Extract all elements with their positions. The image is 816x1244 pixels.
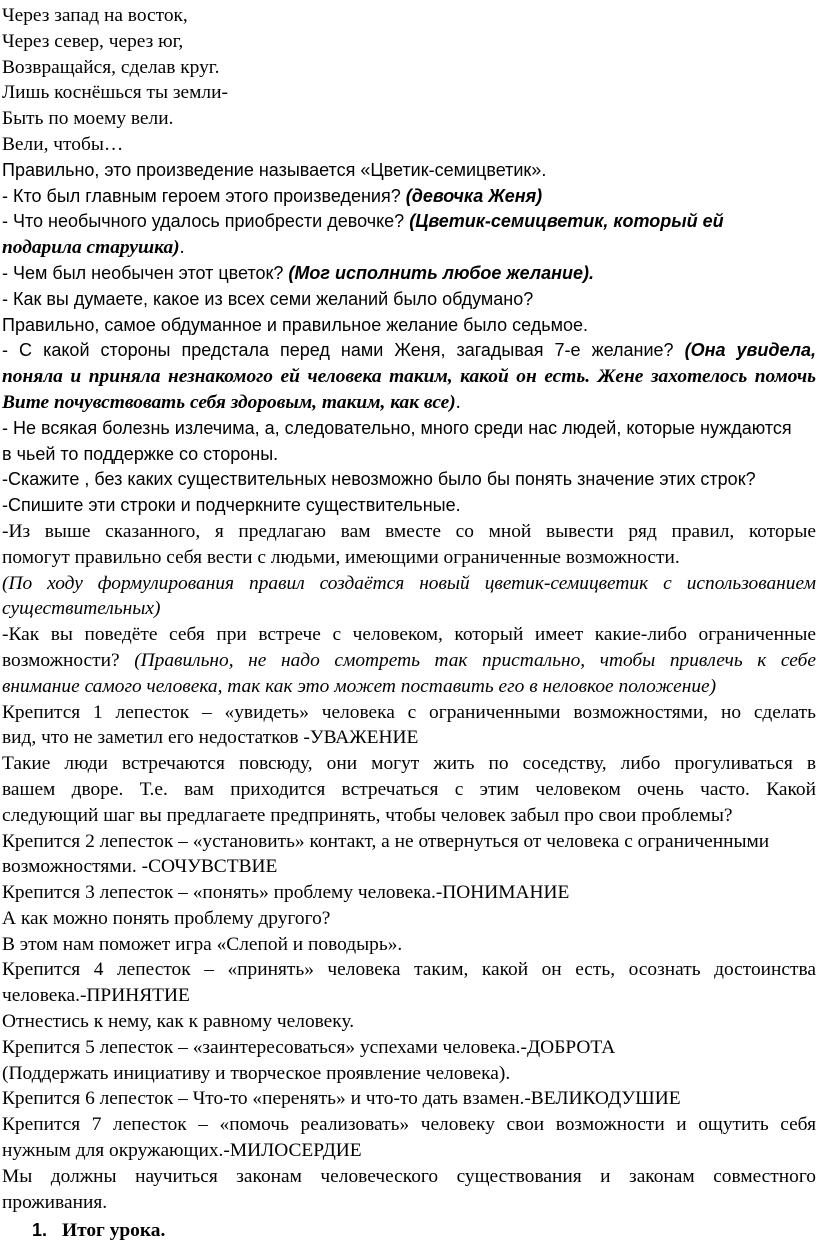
answer-continuation (2, 235, 816, 261)
paragraph-laws: проживания. (2, 1191, 108, 1213)
petal-1: Крепится 1 лепесток – «увидеть» человека с ограниченными возможностями, но сделать (2, 701, 816, 723)
poem-line: Через запад на восток, (2, 5, 188, 26)
answer-continuation (2, 390, 816, 416)
poem-line: Возвращайся, сделав круг. (2, 56, 220, 78)
poem-line: Через север, через юг, (2, 30, 184, 52)
question-text: - Кто был главным героем этого произведения? (2, 185, 401, 206)
answer-text: (Цветик-семицветик, который ей (409, 211, 724, 232)
petal-7: нужным для окружающих.-МИЛОСЕРДИЕ (2, 1140, 362, 1162)
paragraph-illness: в чьей то поддержке со стороны. (2, 443, 279, 464)
paragraph-meet: вашем дворе. Т.е. вам приходится встречаться с этим человеком очень часто. Какой (2, 778, 816, 800)
paragraph-rules: помогут правильно себя вести с людьми, имеющими ограниченные возможности. (2, 546, 680, 568)
lesson-summary-heading (2, 1218, 816, 1244)
paragraph-rules: -Из выше сказанного, я предлагаю вам вместе со мной вывести ряд правил, которые (2, 520, 816, 542)
poem-line: Лишь коснёшься ты земли- (2, 82, 228, 104)
question-text: - С какой стороны предстала перед нами Женя, загадывая 7-е желание? (2, 340, 674, 361)
paragraph-support: (Поддержать инициативу и творческое проявление человека). (2, 1062, 511, 1084)
petal-5: Крепится 5 лепесток – «заинтересоваться» успехами человека.-ДОБРОТА (2, 1036, 616, 1058)
paragraph-equal: Отнестись к нему, как к равному человеку. (2, 1011, 355, 1033)
summary-title: Итог урока. (62, 1220, 166, 1242)
answer-text: (Она увидела, (684, 340, 816, 361)
poem-line: Вели, чтобы… (2, 133, 124, 155)
petal-3: Крепится 3 лепесток – «понять» проблему человека.-ПОНИМАНИЕ (2, 882, 570, 904)
list-number: 1. (32, 1220, 48, 1241)
paragraph-meet: Такие люди встречаются повсюду, они могут жить по соседству, либо прогуливаться в (2, 753, 816, 775)
question-understand: А как можно понять проблему другого? (2, 907, 331, 929)
poem-line: Быть по моему вели. (2, 108, 174, 130)
question-behaviour: -Как вы поведёте себя при встрече с человеком, который имеет какие-либо ограниченные (2, 624, 816, 646)
paragraph-meet: следующий шаг вы предлагаете предпринять, чтобы человек забыл про свои проблемы? (2, 804, 733, 826)
question-text: - Что необычного удалось приобрести девочке? (2, 211, 405, 232)
answer-text: подарила старушка) (2, 237, 180, 259)
petal-4: Крепится 4 лепесток – «принять» человека таким, какой он есть, осознать достоинства (2, 959, 816, 981)
answer-text: поняла и приняла незнакомого ей человека таким, какой он есть. Жене захотелось помочь (2, 366, 816, 388)
punctuation: . (455, 391, 461, 413)
petal-4: человека.-ПРИНЯТИЕ (2, 985, 190, 1007)
question-flower (2, 261, 816, 287)
paragraph-game: В этом нам поможет игра «Слепой и поводырь». (2, 933, 403, 955)
paragraph-laws: Мы должны научиться законам человеческого существования и законам совместного (2, 1165, 816, 1187)
petal-6: Крепится 6 лепесток – Что-то «перенять» и что-то дать взамен.-ВЕЛИКОДУШИЕ (2, 1088, 681, 1110)
question-text: - Чем был необычен этот цветок? (2, 262, 284, 283)
paragraph-title: Правильно, это произведение называется «Цветик-семицветик». (2, 159, 547, 180)
paragraph-seventh-wish: Правильно, самое обдуманное и правильное желание было седьмое. (2, 314, 589, 335)
answer-text: Вите почувствовать себя здоровым, таким, как все) (2, 391, 456, 413)
question-wishes: - Как вы думаете, какое из всех семи желаний было обдумано? (2, 288, 534, 309)
question-behaviour (2, 648, 816, 674)
answer-continuation: внимание самого человека, так как это может поставить его в неловкое положение) (2, 675, 717, 697)
petal-1: вид, что не заметил его недостатков -УВАЖЕНИЕ (2, 727, 419, 749)
answer-text: (Правильно, не надо смотреть так пристально, чтобы привлечь к себе (134, 649, 816, 671)
paragraph-nouns: -Скажите , без каких существительных невозможно было бы понять значение этих строк? (2, 469, 756, 490)
answer-text: (девочка Женя) (405, 185, 543, 206)
note-italic: (По ходу формулирования правил создаётся новый цветик-семицветик с использованием (2, 572, 816, 594)
petal-2: возможностями. -СОЧУВСТВИЕ (2, 856, 278, 878)
question-main-hero (2, 184, 816, 210)
punctuation: . (179, 237, 185, 259)
question-acquired (2, 209, 816, 235)
petal-2: Крепится 2 лепесток – «установить» контакт, а не отвернуться от человека с ограниченными (2, 830, 770, 852)
note-italic: существительных) (2, 598, 161, 620)
answer-text: (Мог исполнить любое желание). (288, 262, 594, 283)
paragraph-illness: - Не всякая болезнь излечима, а, следовательно, много среди нас людей, которые нуждаются (2, 417, 792, 438)
answer-continuation (2, 364, 816, 390)
question-seventh-wish (2, 338, 816, 364)
petal-7: Крепится 7 лепесток – «помочь реализовать» человеку свои возможности и ощутить себя (2, 1114, 816, 1136)
question-text: возможности? (2, 649, 120, 671)
paragraph-nouns: -Спишите эти строки и подчеркните существительные. (2, 495, 461, 516)
